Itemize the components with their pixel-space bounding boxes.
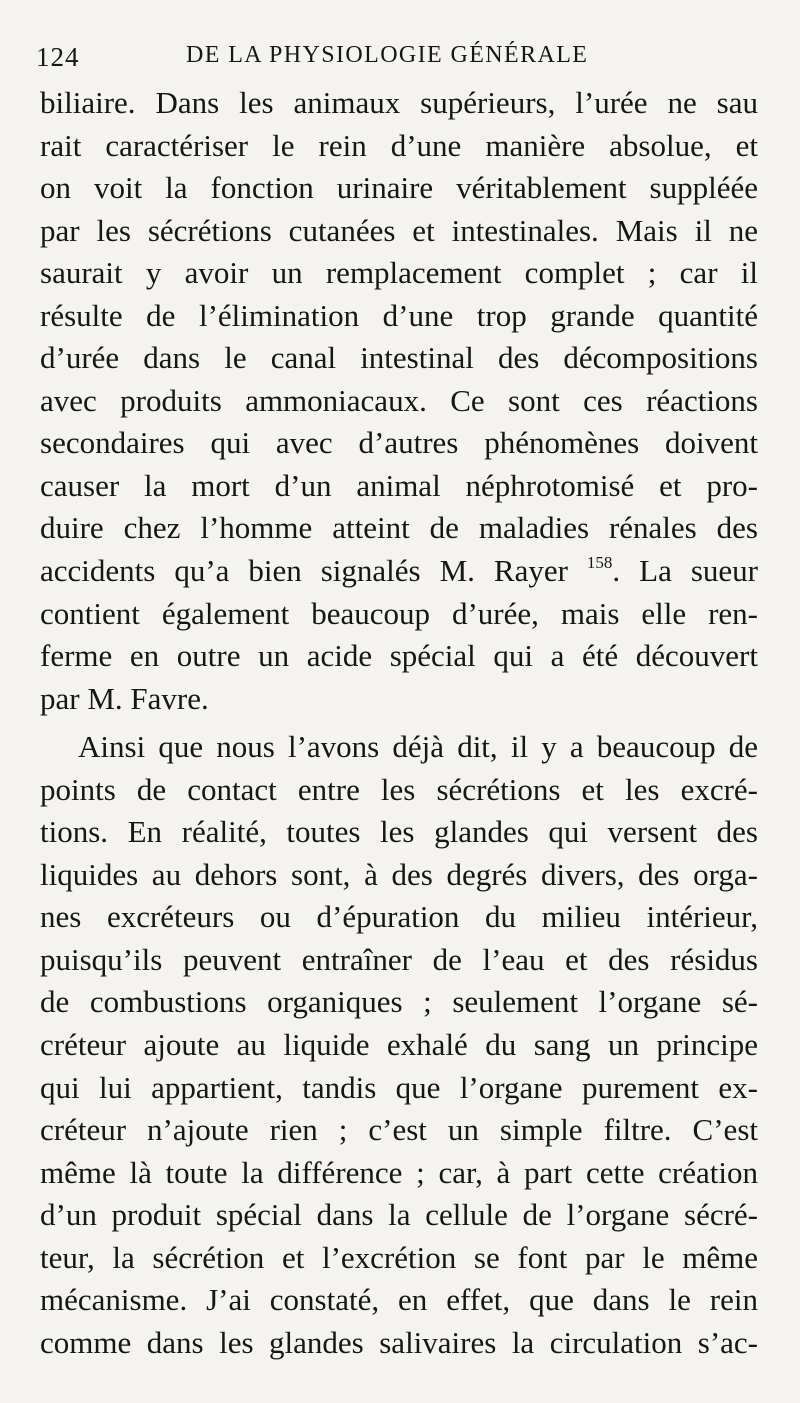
text-line: points de contact entre les sécrétions et les excré-	[40, 771, 758, 807]
text-line: par les sécrétions cutanées et intestinales. Mais il ne	[40, 212, 758, 248]
text-line-with-footnote	[40, 550, 758, 593]
text-line: résulte de l’élimination d’une trop grande quantité	[40, 297, 758, 333]
text-line: comme dans les glandes salivaires la circulation s’ac-	[40, 1324, 758, 1360]
text-line: mécanisme. J’ai constaté, en effet, que dans le rein	[40, 1282, 758, 1318]
text-line: rait caractériser le rein d’une manière absolue, et	[40, 127, 758, 163]
text-line: créteur ajoute au liquide exhalé du sang un principe	[40, 1027, 758, 1063]
paragraph-2	[40, 726, 760, 1364]
text-line: de combustions organiques ; seulement l’organe sé-	[40, 984, 758, 1020]
text-line: créteur n’ajoute rien ; c’est un simple filtre. C’est	[40, 1112, 758, 1148]
text-line: d’urée dans le canal intestinal des décompositions	[40, 340, 758, 376]
text-span: . La sueur	[612, 553, 758, 589]
text-line: teur, la sécrétion et l’excrétion se font par le même	[40, 1239, 758, 1275]
text-line: avec produits ammoniacaux. Ce sont ces réactions	[40, 382, 758, 418]
footnote-reference: 158	[586, 553, 613, 573]
text-line: liquides au dehors sont, à des degrés divers, des orga-	[40, 856, 758, 892]
page-number: 124	[36, 42, 80, 72]
text-line: nes excréteurs ou d’épuration du milieu intérieur,	[40, 899, 758, 935]
text-span: accidents qu’a bien signalés M. Rayer	[40, 553, 587, 589]
text-line: duire chez l’homme atteint de maladies rénales des	[40, 510, 758, 546]
paragraph-1	[40, 82, 760, 720]
text-line: qui lui appartient, tandis que l’organe purement ex-	[40, 1069, 758, 1105]
running-title: DE LA PHYSIOLOGIE GÉNÉRALE	[186, 42, 589, 68]
text-line: même là toute la différence ; car, à part cette création	[40, 1154, 758, 1190]
text-line: Ainsi que nous l’avons déjà dit, il y a beaucoup de	[78, 729, 758, 765]
text-line: causer la mort d’un animal néphrotomisé et pro-	[40, 467, 758, 503]
text-line: biliaire. Dans les animaux supérieurs, l’urée ne sau	[40, 85, 758, 120]
text-line: contient également beaucoup d’urée, mais elle ren-	[40, 595, 758, 631]
text-line: on voit la fonction urinaire véritablement suppléée	[40, 170, 758, 206]
text-line: saurait y avoir un remplacement complet ; car il	[40, 255, 758, 291]
text-line: puisqu’ils peuvent entraîner de l’eau et des résidus	[40, 941, 758, 977]
text-line: par M. Favre.	[40, 680, 209, 716]
body-text	[40, 82, 760, 1364]
text-line: tions. En réalité, toutes les glandes qui versent des	[40, 814, 758, 850]
text-line: secondaires qui avec d’autres phénomènes doivent	[40, 425, 758, 461]
text-line: ferme en outre un acide spécial qui a été découvert	[40, 638, 758, 674]
text-line: d’un produit spécial dans la cellule de l’organe sécré-	[40, 1197, 758, 1233]
page-header	[36, 42, 756, 78]
